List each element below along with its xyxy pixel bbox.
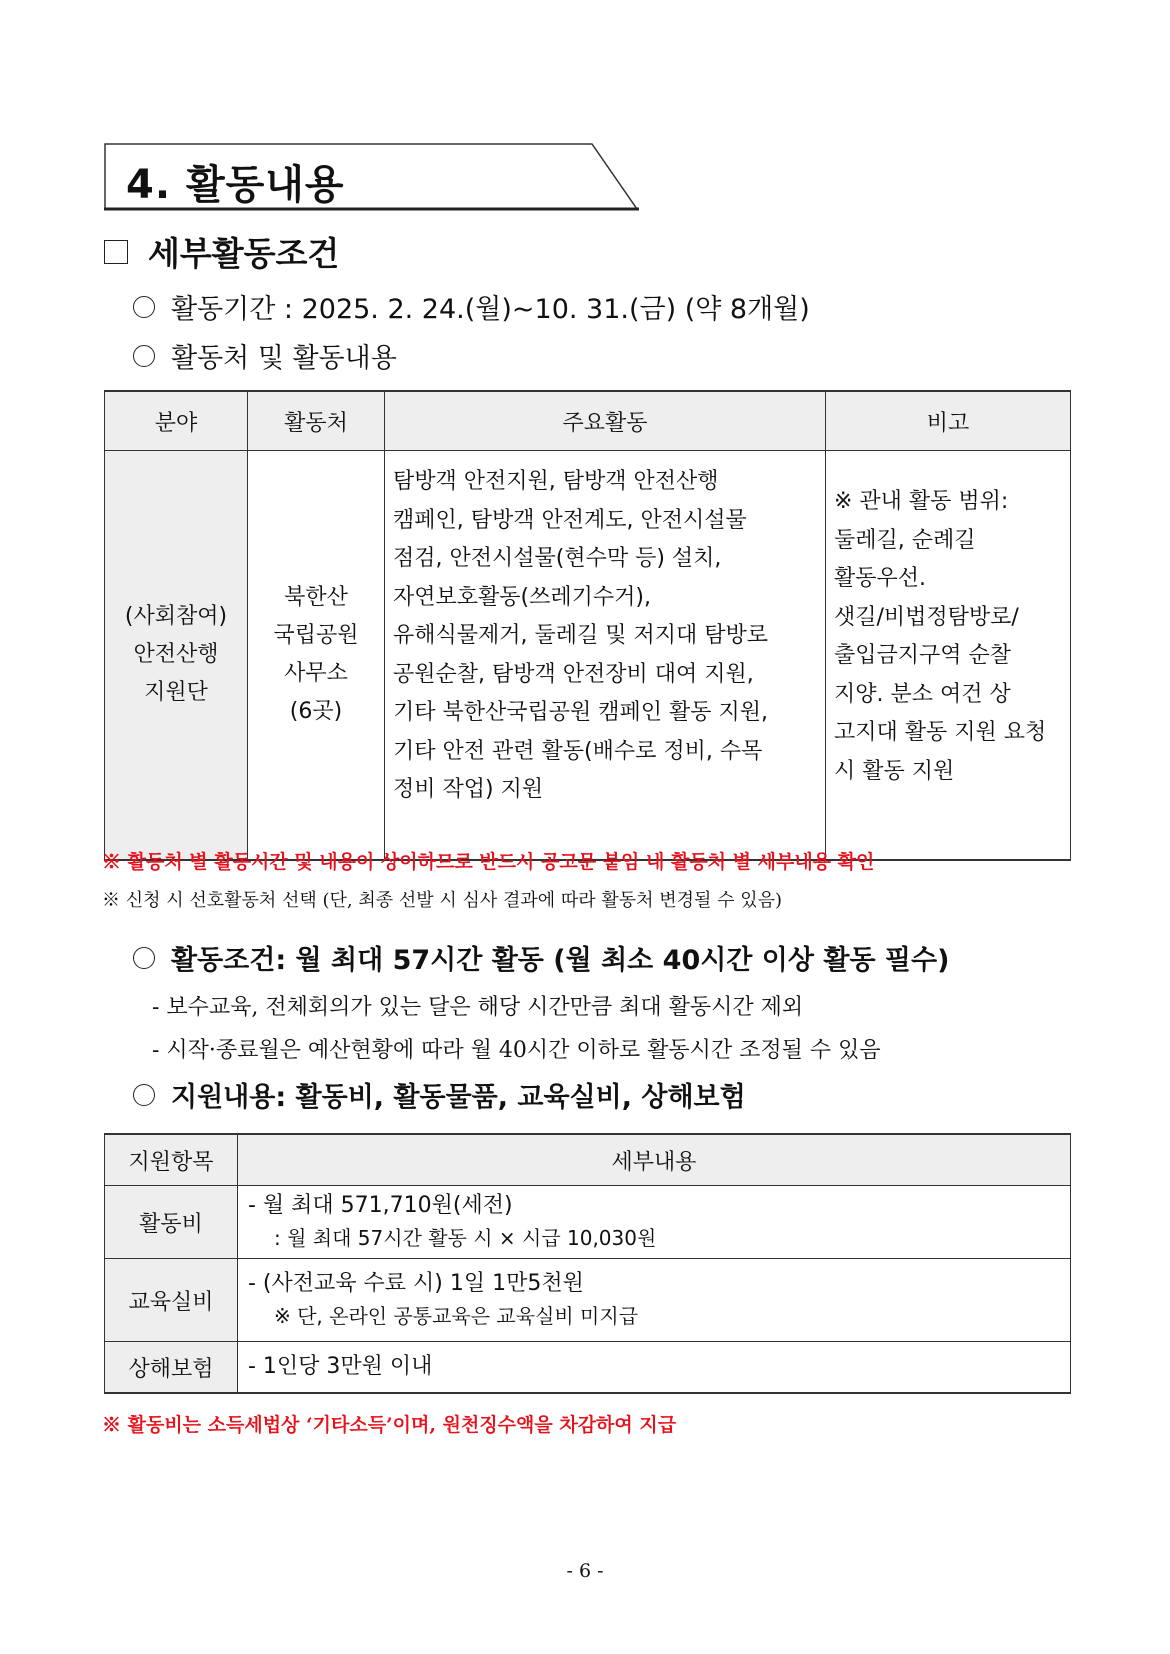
support-table [104, 1133, 1071, 1394]
subsection-title: 세부활동조건 [148, 234, 340, 273]
support-detail-subline: : 월 최대 57시간 활동 시 × 시급 10,030원 [274, 1226, 657, 1250]
conditions-line [133, 938, 949, 977]
table-row [105, 451, 1071, 861]
circle-bullet-icon [133, 345, 155, 367]
warning-note: ※ 활동처 별 활동시간 및 내용이 상이하므로 반드시 공고문 붙임 내 활동처 별 세부내용 확인 [102, 851, 875, 873]
place-line: 국립공원 [273, 623, 359, 648]
place-line: 북한산 [284, 585, 348, 610]
field-line: (사회참여) [124, 604, 228, 629]
main-activity-line: 캠페인, 탐방객 안전계도, 안전시설물 [393, 507, 747, 533]
support-detail [238, 1186, 1071, 1259]
support-item-label: 활동비 [105, 1186, 238, 1259]
remarks-line: 지양. 분소 여건 상 [834, 681, 1011, 707]
condition-item: - 시작·종료월은 예산현황에 따라 월 40시간 이하로 활동시간 조정될 수 있음 [152, 1038, 881, 1063]
main-activity-line: 자연보호활동(쓰레기수거), [393, 584, 651, 610]
main-activity-line: 탐방객 안전지원, 탐방객 안전산행 [393, 469, 719, 494]
circle-bullet-icon [133, 1084, 155, 1106]
support-detail [238, 1259, 1071, 1342]
subsection-heading [104, 228, 339, 275]
header-support-detail: 세부내용 [238, 1134, 1071, 1186]
remarks-line: 활동우선. [834, 566, 927, 591]
header-place: 활동처 [248, 391, 385, 451]
table-row [105, 1342, 1071, 1394]
remarks-line: 출입금지구역 순찰 [834, 643, 1012, 668]
section-heading-box [104, 143, 639, 211]
places-line [133, 336, 397, 375]
support-detail [238, 1342, 1071, 1394]
remarks-line: 시 활동 지원 [834, 758, 955, 784]
table-row [105, 1186, 1071, 1259]
main-activity-line: 기타 안전 관련 활동(배수로 정비, 수목 [393, 738, 763, 764]
period-line [133, 287, 810, 326]
condition-item: - 보수교육, 전체회의가 있는 달은 해당 시간만큼 최대 활동시간 제외 [152, 995, 804, 1020]
support-detail-line: - (사전교육 수료 시) 1일 1만5천원 [248, 1271, 584, 1296]
header-remarks: 비고 [826, 391, 1071, 451]
field-cell [105, 451, 248, 861]
activity-table [104, 390, 1071, 861]
circle-bullet-icon [133, 947, 155, 969]
support-table-header [105, 1134, 1071, 1186]
header-field: 분야 [105, 391, 248, 451]
main-activity-line: 유해식물제거, 둘레길 및 저지대 탐방로 [393, 623, 768, 648]
remarks-line: ※ 관내 활동 범위: [834, 489, 1009, 514]
remarks-line: 샛길/비법정탐방로/ [834, 604, 1019, 630]
support-item-label: 상해보험 [105, 1342, 238, 1394]
support-detail-line: - 월 최대 571,710원(세전) [248, 1193, 513, 1218]
header-main-activity: 주요활동 [385, 391, 826, 451]
period-text: 활동기간 : 2025. 2. 24.(월)~10. 31.(금) (약 8개월) [171, 294, 810, 325]
field-line: 지원단 [144, 680, 208, 705]
main-activity-cell [385, 451, 826, 861]
main-activity-line: 점검, 안전시설물(현수막 등) 설치, [393, 546, 722, 571]
support-detail-line: - 1인당 3만원 이내 [248, 1354, 433, 1379]
page-number: - 6 - [566, 1560, 604, 1582]
main-activity-line: 정비 작업) 지원 [393, 777, 544, 802]
activity-table-header [105, 391, 1071, 451]
circle-bullet-icon [133, 296, 155, 318]
remarks-cell [826, 451, 1071, 861]
header-support-item: 지원항목 [105, 1134, 238, 1186]
support-text: 지원내용: 활동비, 활동물품, 교육실비, 상해보험 [171, 1082, 746, 1113]
place-line: (6곳) [289, 699, 343, 724]
tax-note: ※ 활동비는 소득세법상 ‘기타소득’이며, 원천징수액을 차감하여 지급 [102, 1414, 677, 1436]
support-line [133, 1075, 746, 1114]
place-cell [248, 451, 385, 861]
remarks-line: 고지대 활동 지원 요청 [834, 720, 1047, 745]
remarks-line: 둘레길, 순례길 [834, 527, 976, 553]
places-text: 활동처 및 활동내용 [171, 343, 397, 374]
support-detail-subline: ※ 단, 온라인 공통교육은 교육실비 미지급 [274, 1304, 639, 1328]
square-bullet-icon [104, 240, 128, 264]
main-activity-line: 공원순찰, 탐방객 안전장비 대여 지원, [393, 661, 754, 687]
support-item-label: 교육실비 [105, 1259, 238, 1342]
info-note: ※ 신청 시 선호활동처 선택 (단, 최종 선발 시 심사 결과에 따라 활동처 변경될 수 있음) [102, 890, 783, 911]
place-line: 사무소 [284, 661, 348, 686]
main-activity-line: 기타 북한산국립공원 캠페인 활동 지원, [393, 700, 768, 725]
conditions-text: 활동조건: 월 최대 57시간 활동 (월 최소 40시간 이상 활동 필수) [171, 945, 950, 976]
section-title: 4. 활동내용 [126, 162, 345, 208]
field-line: 안전산행 [133, 642, 219, 667]
table-row [105, 1259, 1071, 1342]
